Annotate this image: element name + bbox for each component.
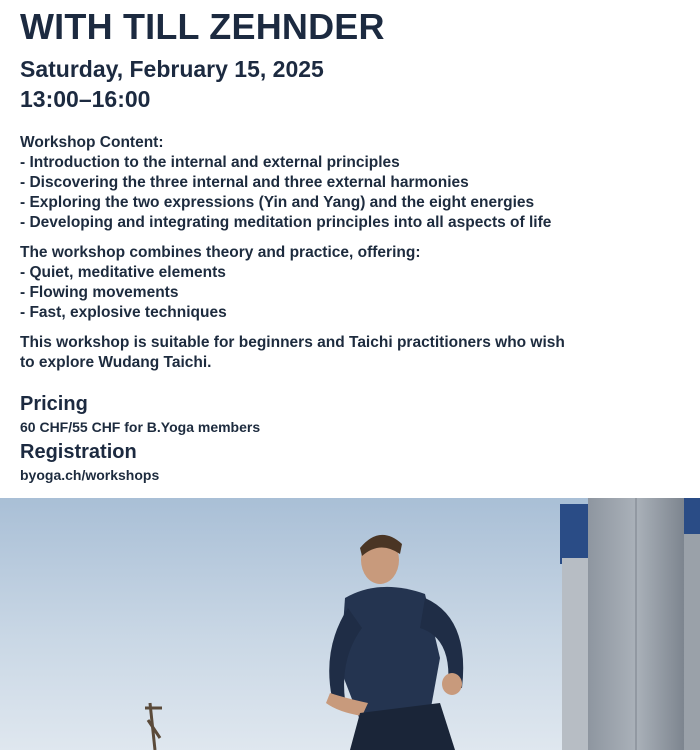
pricing-heading: Pricing: [20, 393, 88, 415]
combination-item: - Fast, explosive techniques: [20, 304, 227, 321]
combination-section: [20, 243, 420, 323]
instructor-photo: [0, 498, 700, 750]
photo-illustration: [0, 498, 700, 750]
combination-item: - Quiet, meditative elements: [20, 264, 226, 281]
content-item: - Introduction to the internal and external principles: [20, 154, 400, 171]
pricing-value: 60 CHF/55 CHF for B.Yoga members: [20, 419, 261, 435]
content-item: - Discovering the three internal and three external harmonies: [20, 174, 469, 191]
content-item: - Exploring the two expressions (Yin and Yang) and the eight energies: [20, 194, 535, 211]
combination-item: - Flowing movements: [20, 284, 179, 301]
combination-heading: The workshop combines theory and practice, offering:: [20, 244, 421, 261]
workshop-content-section: [20, 133, 551, 233]
workshop-content-heading: Workshop Content:: [20, 134, 164, 151]
event-date: Saturday, February 15, 2025: [20, 56, 324, 82]
event-title: WITH TILL ZEHNDER: [20, 6, 385, 47]
registration-heading: Registration: [20, 441, 137, 463]
suitability-line: to explore Wudang Taichi.: [20, 354, 212, 371]
suitability-line: This workshop is suitable for beginners and Taichi practitioners who wish: [20, 334, 565, 351]
event-time: 13:00–16:00: [20, 86, 151, 112]
silo-building: [560, 498, 700, 750]
suitability-section: [20, 333, 565, 373]
content-item: - Developing and integrating meditation principles into all aspects of life: [20, 214, 552, 231]
registration-link[interactable]: byoga.ch/workshops: [20, 467, 160, 483]
